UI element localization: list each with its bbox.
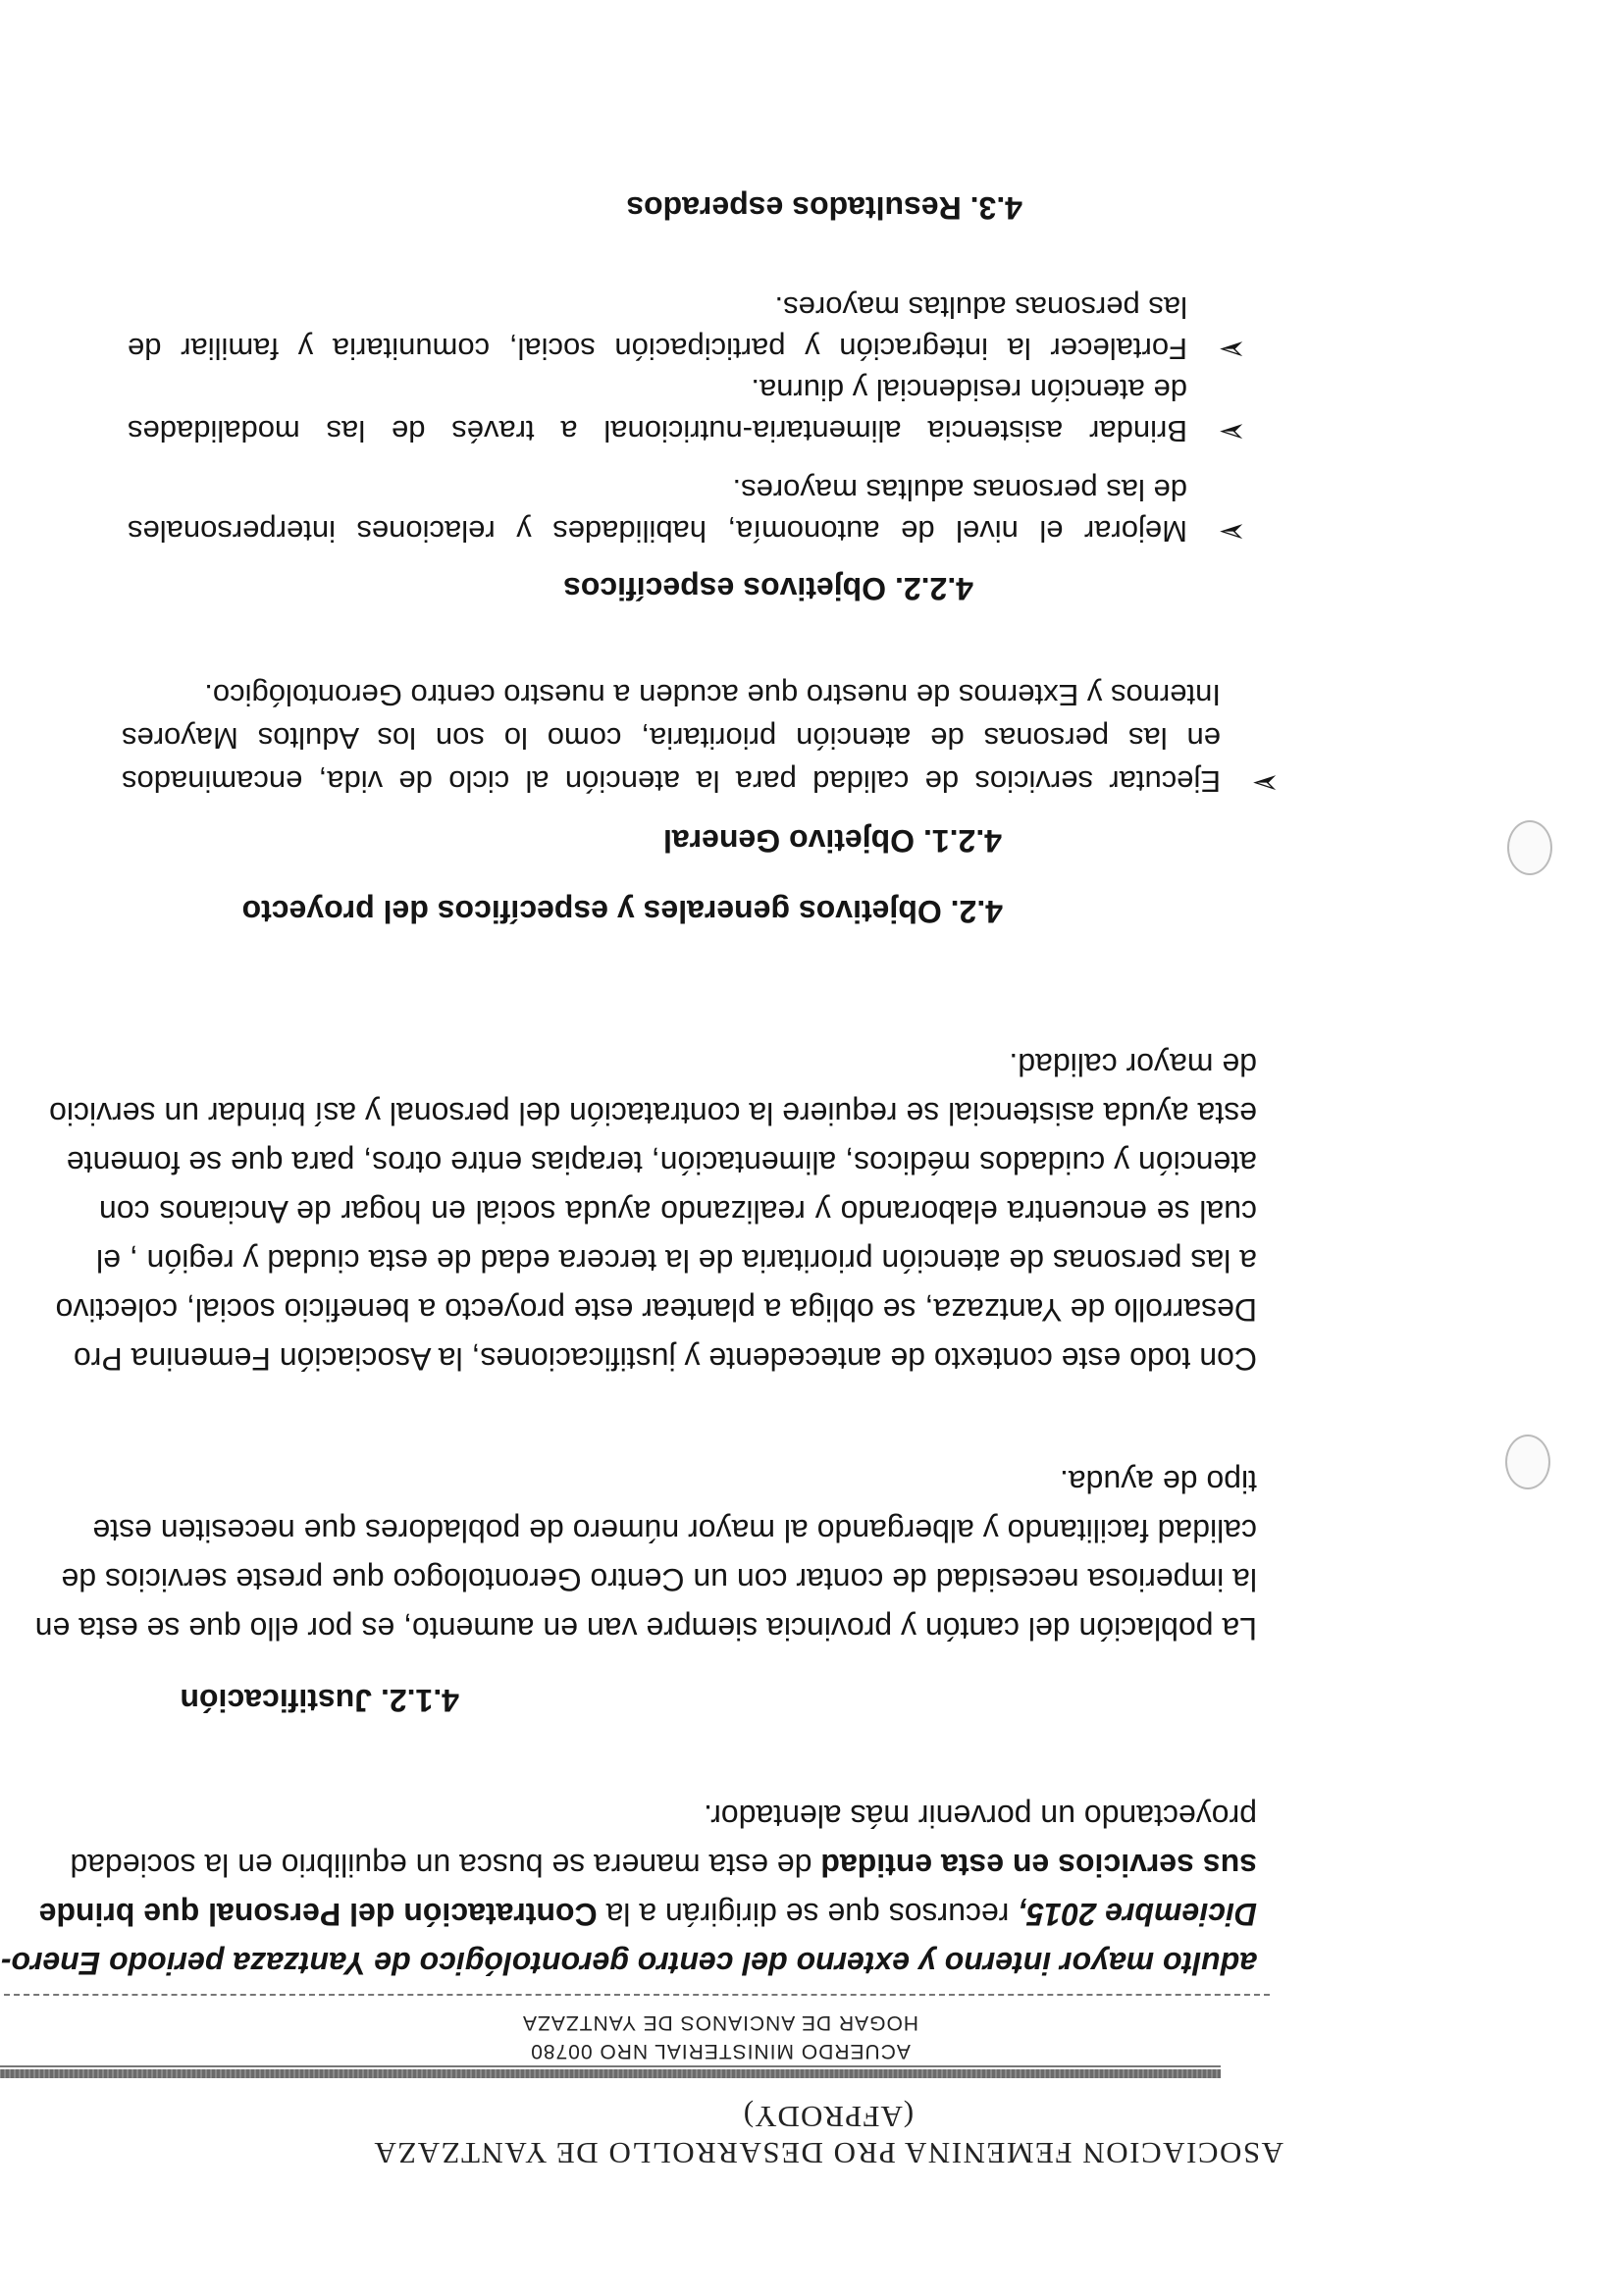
just-p2-line: esta ayuda asistencial se requiere la contratación del personal y así brindar un servicio (49, 1096, 1257, 1131)
heading-objetivo-general: 4.2.1. Objetivo General (662, 823, 1002, 859)
just-p2-line: a las personas de atención prioritaria de la tercera edad de esta ciudad y región , el (96, 1243, 1257, 1278)
heading-objetivos-especificos: 4.2.2. Objetivos específicos (563, 571, 973, 606)
bullet-line: Fortalecer la integración y participación social, comunitaria y familiar de (128, 332, 1187, 366)
just-p1-line: calidad facilitando y albergando al mayor número de pobladores que necesiten este (92, 1513, 1257, 1548)
dashed-separator (0, 1994, 1270, 1996)
arrow-bullet-icon: ➢ (1251, 764, 1280, 802)
letterhead-rule-thin (0, 2065, 1221, 2067)
home-line: HOGAR DE ANCIANOS DE YANTZAZA (522, 2011, 918, 2034)
just-p1-line: tipo de ayuda. (1059, 1464, 1257, 1499)
objetivo-especifico-2 (128, 369, 1246, 451)
bullet-line: Internos y Externos de nuestro que acuden a nuestro centro Gerontológico. (204, 678, 1221, 712)
objetivo-especifico-1 (128, 469, 1246, 551)
bullet-line: de las personas adultas mayores. (732, 473, 1187, 507)
bullet-line: Ejecutar servicios de calidad para la atención al ciclo de vida, encaminados (122, 764, 1221, 799)
punch-hole (1507, 820, 1552, 875)
bullet-line: las personas adultas mayores. (774, 290, 1187, 325)
just-p2-line: Con todo este contexto de antecedente y justificaciones, la Asociación Femenina Pro (73, 1341, 1257, 1377)
heading-resultados: 4.3. Resultados esperados (626, 190, 1022, 226)
bullet-line: en las personas de atención prioritaria, como lo son los Adultos Mayores (122, 721, 1221, 756)
intro-emphasis-2: sus servicios en esta entidad (820, 1848, 1257, 1883)
intro-line-4: proyectando un porvenir más alentador. (704, 1799, 1257, 1834)
arrow-bullet-icon: ➢ (1218, 331, 1246, 368)
bullet-line: Brindar asistencia alimentaria-nutricional a través de las modalidades (128, 414, 1187, 448)
intro-line-1: adulto mayor interno y externo del centro gerontológico de Yantzaza periodo Enero- (0, 1946, 1257, 1981)
arrow-bullet-icon: ➢ (1218, 413, 1246, 450)
heading-objetivos: 4.2. Objetivos generales y específicos del proyecto (241, 894, 1003, 929)
intro-line-3 (70, 1841, 1257, 1890)
bullet-line: de atención residencial y diurna. (751, 373, 1187, 407)
org-abbrev: (AFPRODY) (742, 2100, 915, 2134)
just-p1-line: la imperiosa necesidad de contar con un Centro Gerontologco que preste servicios de (61, 1562, 1257, 1597)
objetivo-general-bullet (122, 673, 1280, 803)
intro-emphasis: Contratación del Personal que brinde (38, 1897, 598, 1932)
justificacion-paragraph-1 (34, 1457, 1257, 1653)
heading-justificacion: 4.1.2. Justificación (180, 1683, 459, 1718)
just-p2-line: cual se encuentra elaborando y realizando ayuda social en hogar de Ancianos con (99, 1194, 1257, 1229)
letterhead-rule-thick (0, 2069, 1221, 2078)
intro-text: recursos que se dirigirán a la (597, 1897, 1019, 1932)
letterhead (328, 2098, 1329, 2170)
org-name: ASOCIACION FEMENINA PRO DESARROLLO DE YANTZAZA (372, 2136, 1284, 2170)
bullet-line: Mejorar el nivel de autonomía, habilidades y relaciones interpersonales (128, 514, 1187, 548)
intro-text-2: de esta manera se busca un equilibrio en la sociedad (70, 1848, 821, 1883)
intro-line-2 (38, 1890, 1257, 1939)
objetivo-especifico-3 (128, 287, 1246, 369)
intro-paragraph (0, 1792, 1257, 1988)
just-p2-line: Desarrollo de Yantzaza, se obliga a plantear este proyecto a beneficio social, colectivo (55, 1292, 1257, 1328)
punch-hole (1505, 1435, 1550, 1489)
just-p1-line: La población del cantón y provincia siempre van en aumento, es por ello que se esta en (34, 1611, 1257, 1646)
intro-date: Diciembre 2015, (1018, 1897, 1257, 1932)
just-p2-line: atención y cuidados médicos, alimentación, terapias entre otros, para que se fomente (66, 1145, 1257, 1180)
agreement-line: ACUERDO MINISTERIAL NRO 00780 (530, 2040, 911, 2062)
arrow-bullet-icon: ➢ (1218, 513, 1246, 550)
justificacion-paragraph-2 (49, 1040, 1257, 1383)
just-p2-line: de mayor calidad. (1009, 1047, 1257, 1082)
